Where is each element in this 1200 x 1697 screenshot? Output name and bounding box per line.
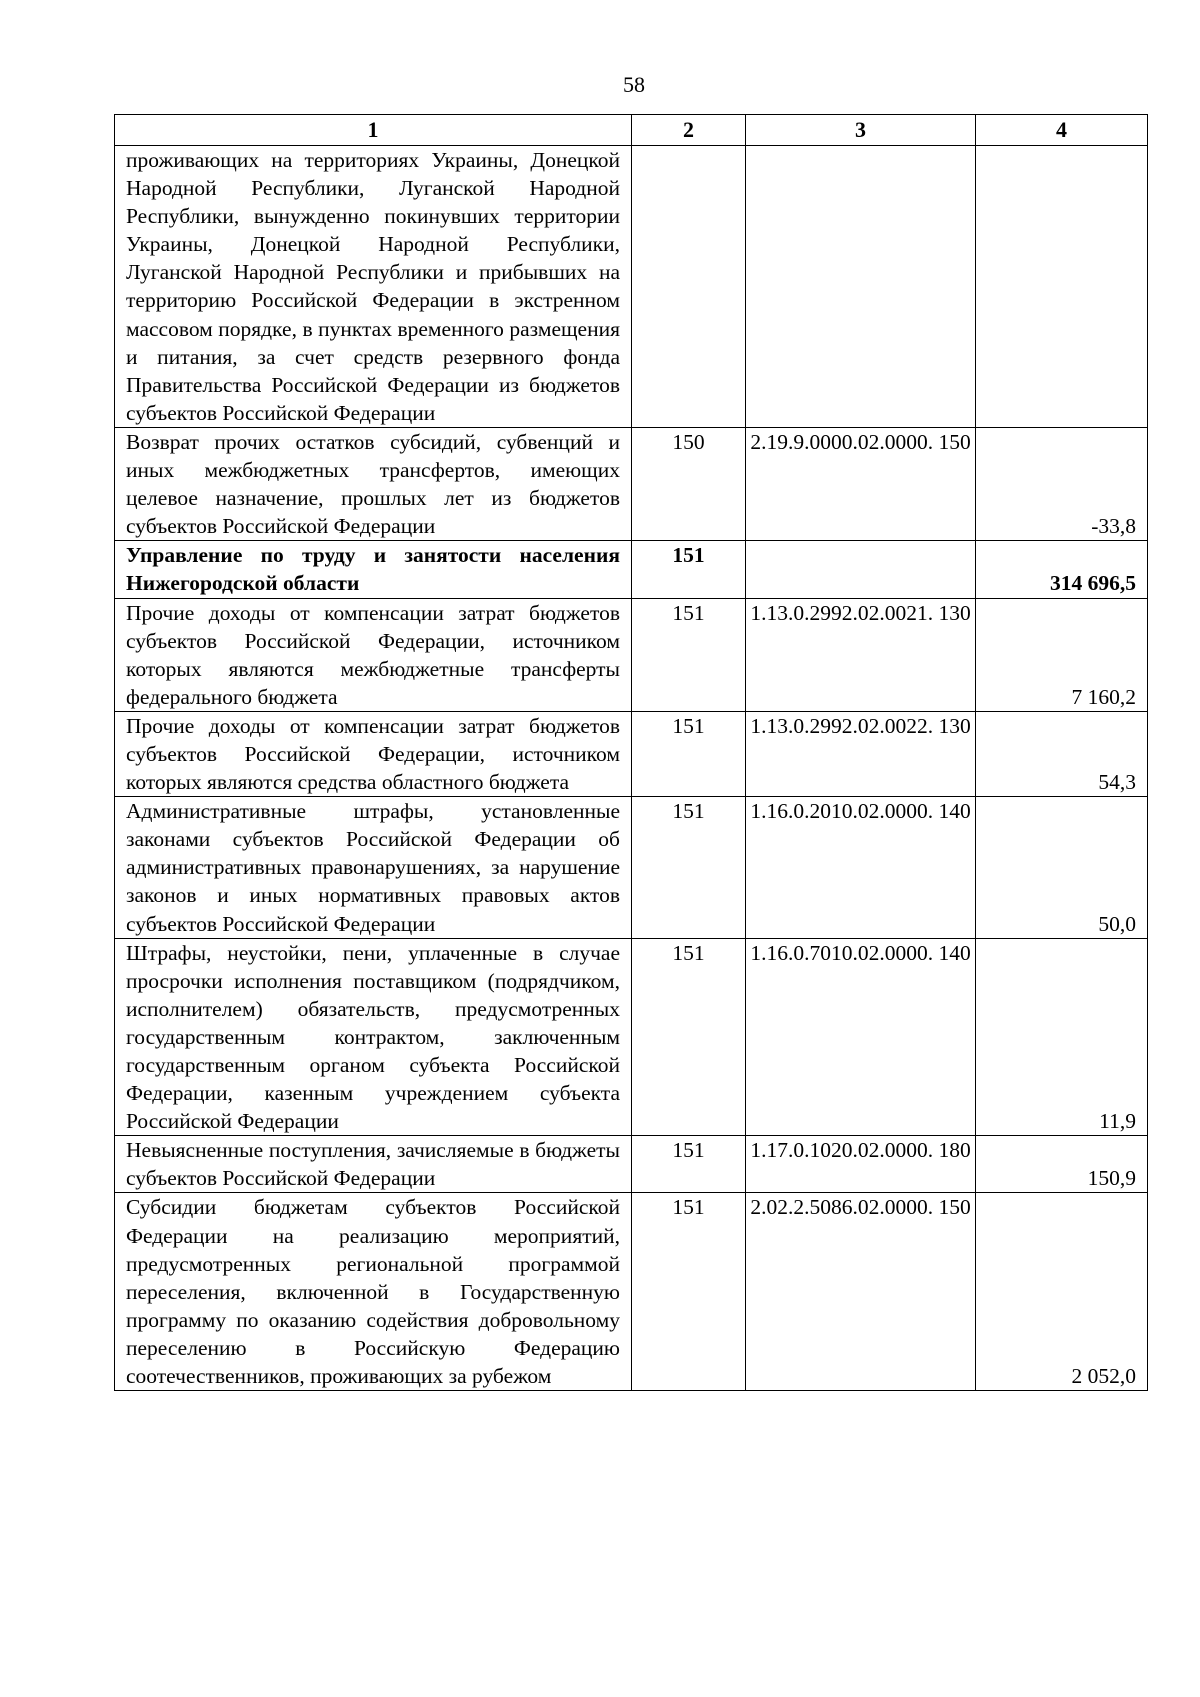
row-sum-cell: 50,0 [976, 797, 1148, 938]
row-code-cell: 151 [632, 598, 746, 711]
row-sum-cell: 314 696,5 [976, 541, 1148, 598]
table-row [115, 541, 1148, 598]
row-name-cell: Невыясненные поступления, зачисляемые в бюджеты субъектов Российской Федерации [115, 1136, 632, 1193]
row-kbk-cell: 2.19.9.0000.02.0000. 150 [746, 427, 976, 540]
row-name-cell: Управление по труду и занятости населения Нижегородской области [115, 541, 632, 598]
row-code-cell: 151 [632, 711, 746, 796]
row-kbk-cell: 1.13.0.2992.02.0022. 130 [746, 711, 976, 796]
row-name-cell: Возврат прочих остатков субсидий, субвенций и иных межбюджетных трансфертов, имеющих целевое назначение, прошлых лет из бюджетов субъектов Российской Федерации [115, 427, 632, 540]
column-header-4: 4 [976, 115, 1148, 146]
row-code-cell: 151 [632, 797, 746, 938]
row-name-cell: Прочие доходы от компенсации затрат бюджетов субъектов Российской Федерации, источником которых являются межбюджетные трансферты федерального бюджета [115, 598, 632, 711]
revenue-table [114, 114, 1148, 1391]
table-row [115, 146, 1148, 428]
row-sum-cell: 2 052,0 [976, 1193, 1148, 1391]
row-name-cell: Штрафы, неустойки, пени, уплаченные в случае просрочки исполнения поставщиком (подрядчиком, исполнителем) обязательств, предусмотренных государственным контрактом, заключенным государственным органом субъекта Российской Федерации, казенным учреждением субъекта Российской Федерации [115, 938, 632, 1136]
table-row [115, 938, 1148, 1136]
page-number: 58 [623, 72, 645, 97]
table-row [115, 711, 1148, 796]
column-header-2: 2 [632, 115, 746, 146]
row-sum-cell: 7 160,2 [976, 598, 1148, 711]
column-header-3: 3 [746, 115, 976, 146]
row-kbk-cell [746, 541, 976, 598]
row-kbk-cell: 1.16.0.7010.02.0000. 140 [746, 938, 976, 1136]
table-row [115, 1193, 1148, 1391]
table-row [115, 427, 1148, 540]
row-code-cell: 151 [632, 938, 746, 1136]
row-sum-cell: -33,8 [976, 427, 1148, 540]
row-kbk-cell: 2.02.2.5086.02.0000. 150 [746, 1193, 976, 1391]
table-body [115, 146, 1148, 1391]
row-code-cell: 150 [632, 427, 746, 540]
table-header-row [115, 115, 1148, 146]
row-name-cell: проживающих на территориях Украины, Донецкой Народной Республики, Луганской Народной Республики, вынужденно покинувших территории Украины, Донецкой Народной Республики, Луганской Народной Республики и прибывших на территорию Российской Федерации в экстренном массовом порядке, в пунктах временного размещения и питания, за счет средств резервного фонда Правительства Российской Федерации из бюджетов субъектов Российской Федерации [115, 146, 632, 428]
row-sum-cell: 150,9 [976, 1136, 1148, 1193]
table-row [115, 797, 1148, 938]
row-kbk-cell: 1.13.0.2992.02.0021. 130 [746, 598, 976, 711]
row-sum-cell: 11,9 [976, 938, 1148, 1136]
row-name-cell: Прочие доходы от компенсации затрат бюджетов субъектов Российской Федерации, источником которых являются средства областного бюджета [115, 711, 632, 796]
row-kbk-cell [746, 146, 976, 428]
table-row [115, 598, 1148, 711]
column-header-1: 1 [115, 115, 632, 146]
row-kbk-cell: 1.17.0.1020.02.0000. 180 [746, 1136, 976, 1193]
row-code-cell: 151 [632, 541, 746, 598]
row-code-cell [632, 146, 746, 428]
row-code-cell: 151 [632, 1136, 746, 1193]
row-name-cell: Субсидии бюджетам субъектов Российской Федерации на реализацию мероприятий, предусмотренных региональной программой переселения, включенной в Государственную программу по оказанию содействия добровольному переселению в Российскую Федерацию соотечественников, проживающих за рубежом [115, 1193, 632, 1391]
table-row [115, 1136, 1148, 1193]
row-sum-cell [976, 146, 1148, 428]
row-sum-cell: 54,3 [976, 711, 1148, 796]
row-code-cell: 151 [632, 1193, 746, 1391]
row-name-cell: Административные штрафы, установленные законами субъектов Российской Федерации об административных правонарушениях, за нарушение законов и иных нормативных правовых актов субъектов Российской Федерации [115, 797, 632, 938]
row-kbk-cell: 1.16.0.2010.02.0000. 140 [746, 797, 976, 938]
